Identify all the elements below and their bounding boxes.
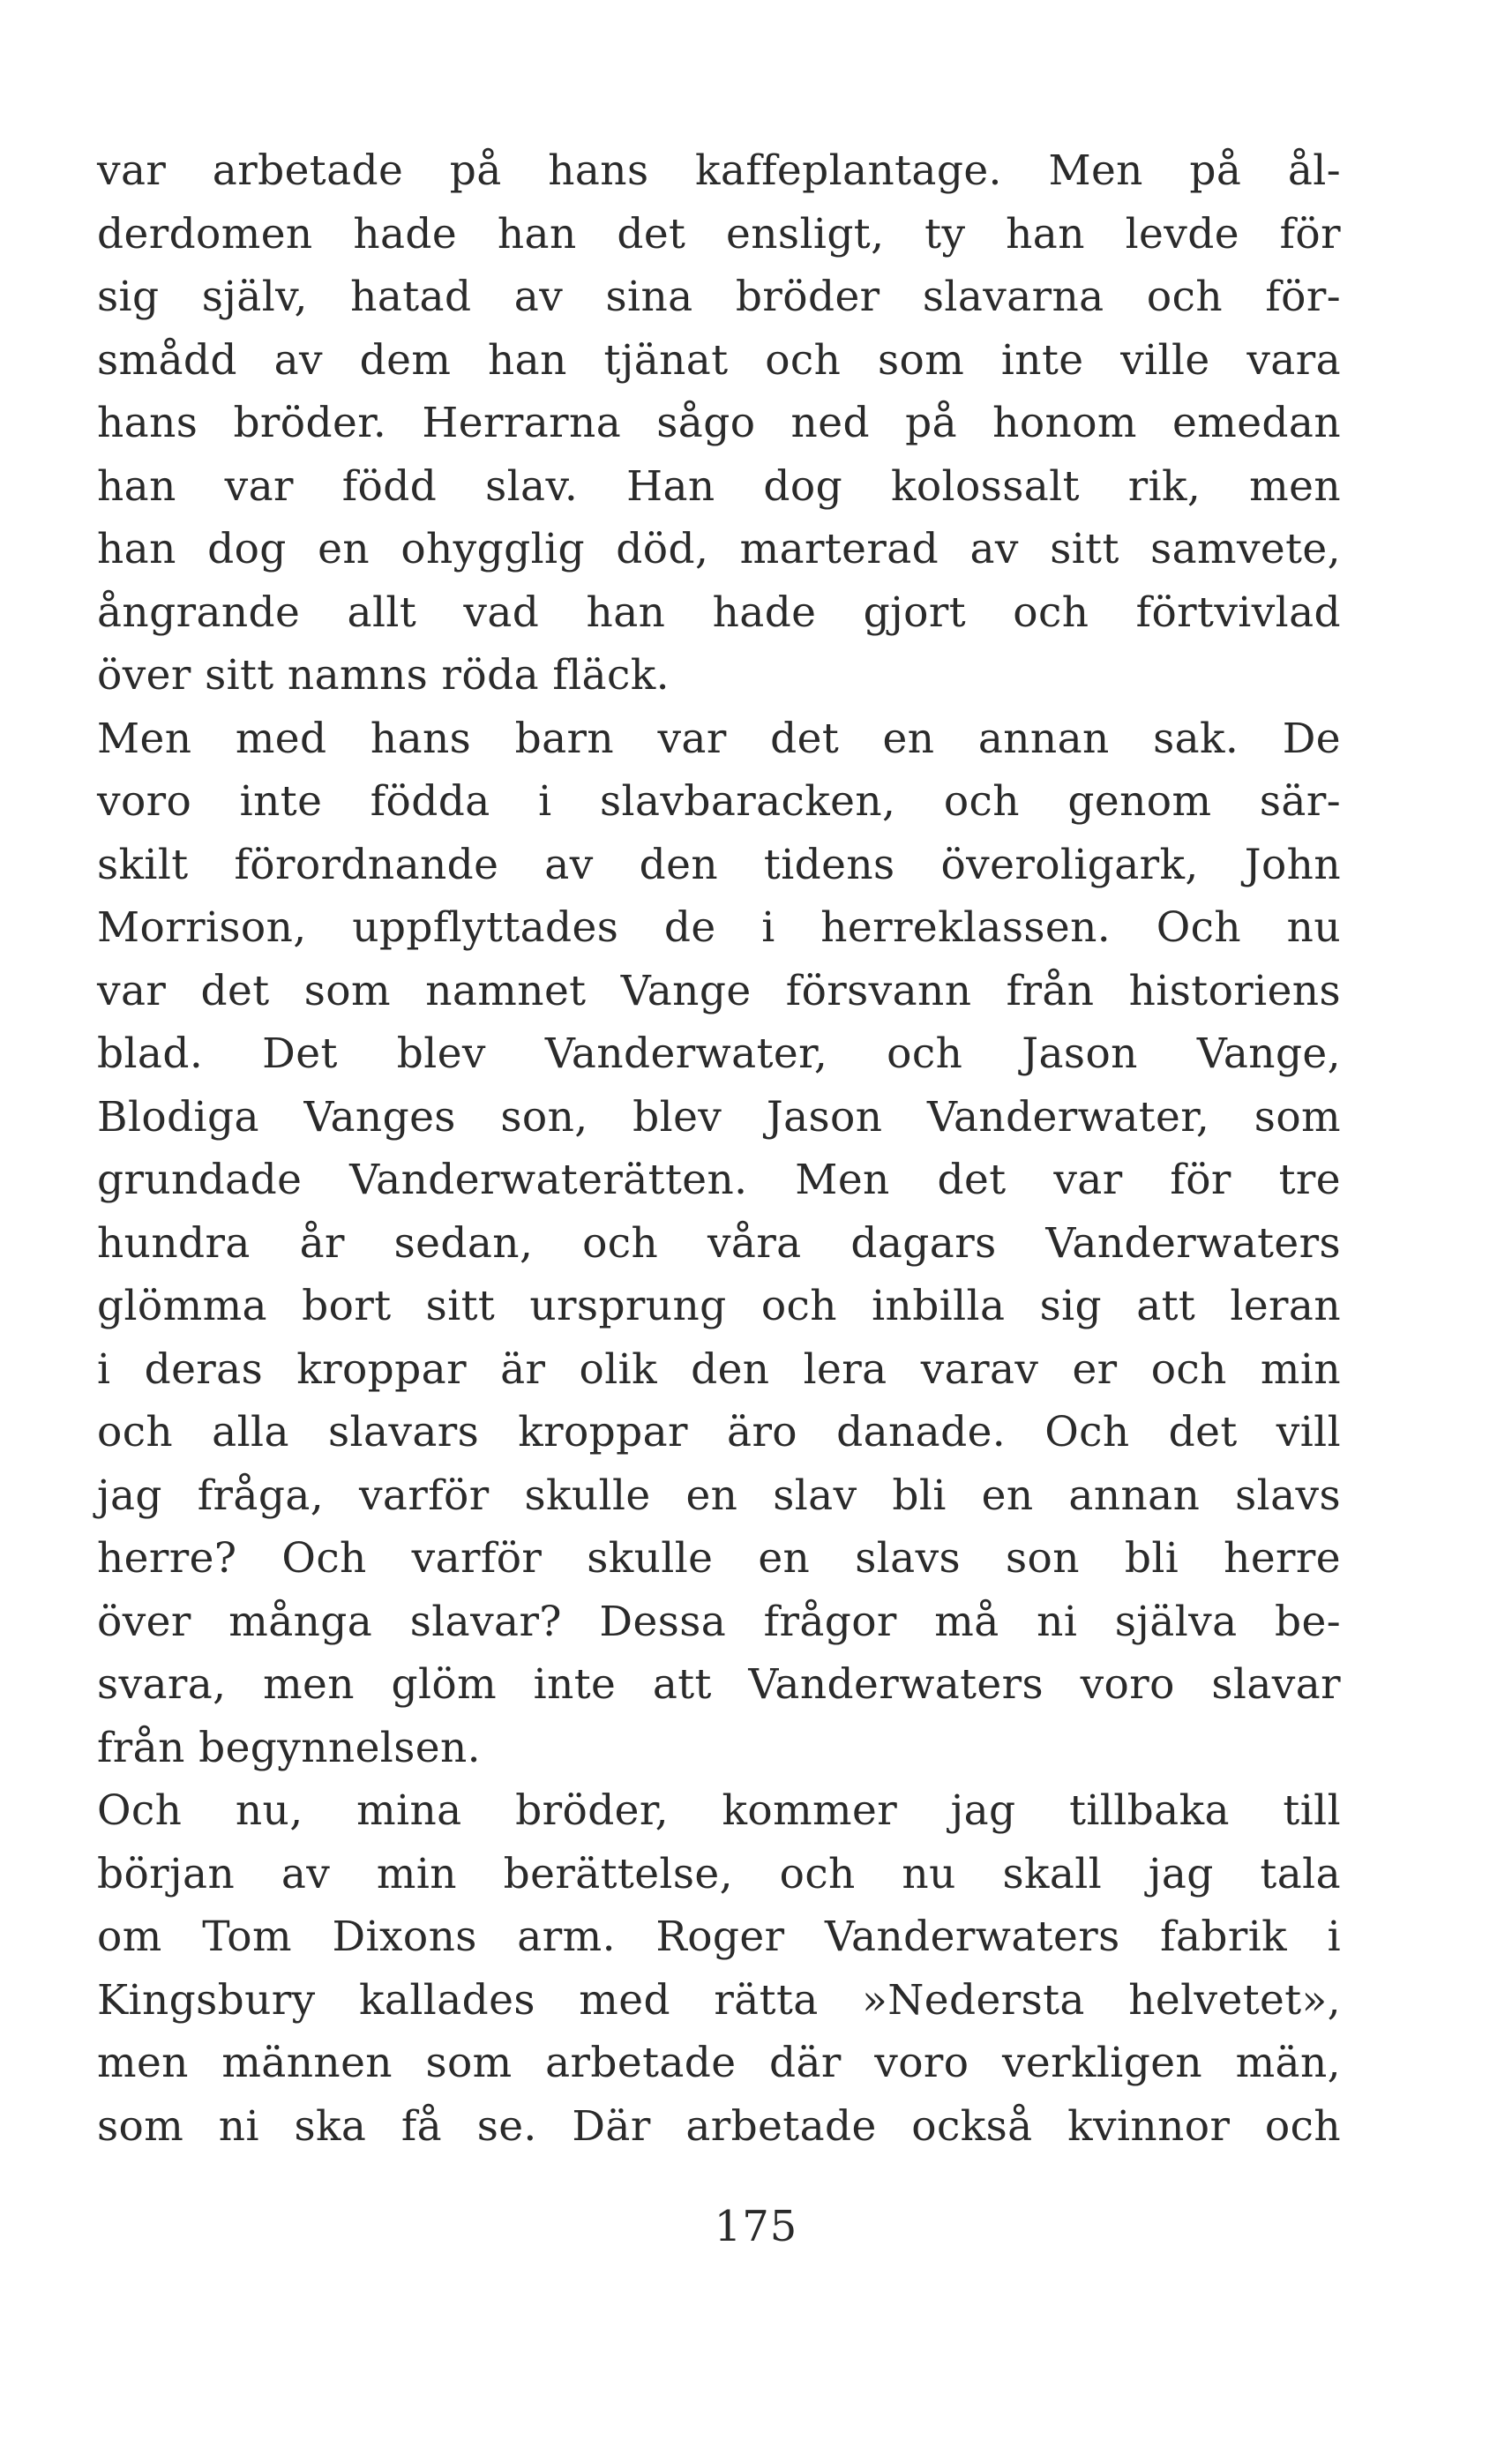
page-number: 175 <box>714 2202 798 2251</box>
text-line: blad. Det blev Vanderwater, och Jason Vange, <box>97 1029 1341 1078</box>
text-line: som ni ska få se. Där arbetade också kvinnor och <box>97 2101 1341 2151</box>
text-line: men männen som arbetade där voro verkligen män, <box>97 2039 1341 2087</box>
text-line: han var född slav. Han dog kolossalt rik, men <box>97 461 1341 511</box>
text-line: Och nu, mina bröder, kommer jag tillbaka till <box>97 1786 1341 1835</box>
text-line: grundade Vanderwaterätten. Men det var för tre <box>97 1156 1341 1204</box>
text-line: smådd av dem han tjänat och som inte ville vara <box>97 335 1341 385</box>
text-line: herre? Och varför skulle en slavs son bli herre <box>97 1534 1341 1583</box>
text-line: över många slavar? Dessa frågor må ni själva be- <box>97 1597 1341 1646</box>
text-line: ångrande allt vad han hade gjort och förtvivlad <box>97 588 1341 637</box>
text-line: Men med hans barn var det en annan sak. De <box>97 714 1341 763</box>
text-line: hans bröder. Herrarna sågo ned på honom emedan <box>97 399 1341 447</box>
text-line: jag fråga, varför skulle en slav bli en annan slavs <box>97 1471 1341 1520</box>
text-line: Blodiga Vanges son, blev Jason Vanderwater, som <box>97 1092 1341 1142</box>
paragraph-end-line: över sitt namns röda fläck. <box>97 651 670 700</box>
text-line: om Tom Dixons arm. Roger Vanderwaters fabrik i <box>97 1913 1341 1961</box>
text-line: derdomen hade han det ensligt, ty han levde för <box>97 209 1341 258</box>
text-line: början av min berättelse, och nu skall jag tala <box>97 1849 1341 1898</box>
text-line: han dog en ohygglig död, marterad av sitt samvete, <box>97 525 1341 573</box>
text-line: svara, men glöm inte att Vanderwaters voro slavar <box>97 1660 1341 1709</box>
text-line: sig själv, hatad av sina bröder slavarna och för- <box>97 273 1341 321</box>
text-line: var det som namnet Vange försvann från historiens <box>97 966 1341 1015</box>
text-line: skilt förordnande av den tidens överoligark, John <box>97 840 1341 889</box>
text-line: voro inte födda i slavbaracken, och genom sär- <box>97 777 1341 826</box>
text-line: glömma bort sitt ursprung och inbilla sig att leran <box>97 1282 1341 1330</box>
text-line: var arbetade på hans kaffeplantage. Men på ål- <box>97 146 1341 195</box>
text-line: Morrison, uppflyttades de i herreklassen. Och nu <box>97 903 1341 952</box>
text-line: i deras kroppar är olik den lera varav er och min <box>97 1344 1341 1394</box>
text-line: Kingsbury kallades med rätta »Nedersta helvetet», <box>97 1975 1341 2025</box>
body-text <box>97 139 1341 2158</box>
paragraph-end-line: från begynnelsen. <box>97 1723 481 1772</box>
text-line: hundra år sedan, och våra dagars Vanderwaters <box>97 1218 1341 1268</box>
text-line: och alla slavars kroppar äro danade. Och det vill <box>97 1408 1341 1456</box>
